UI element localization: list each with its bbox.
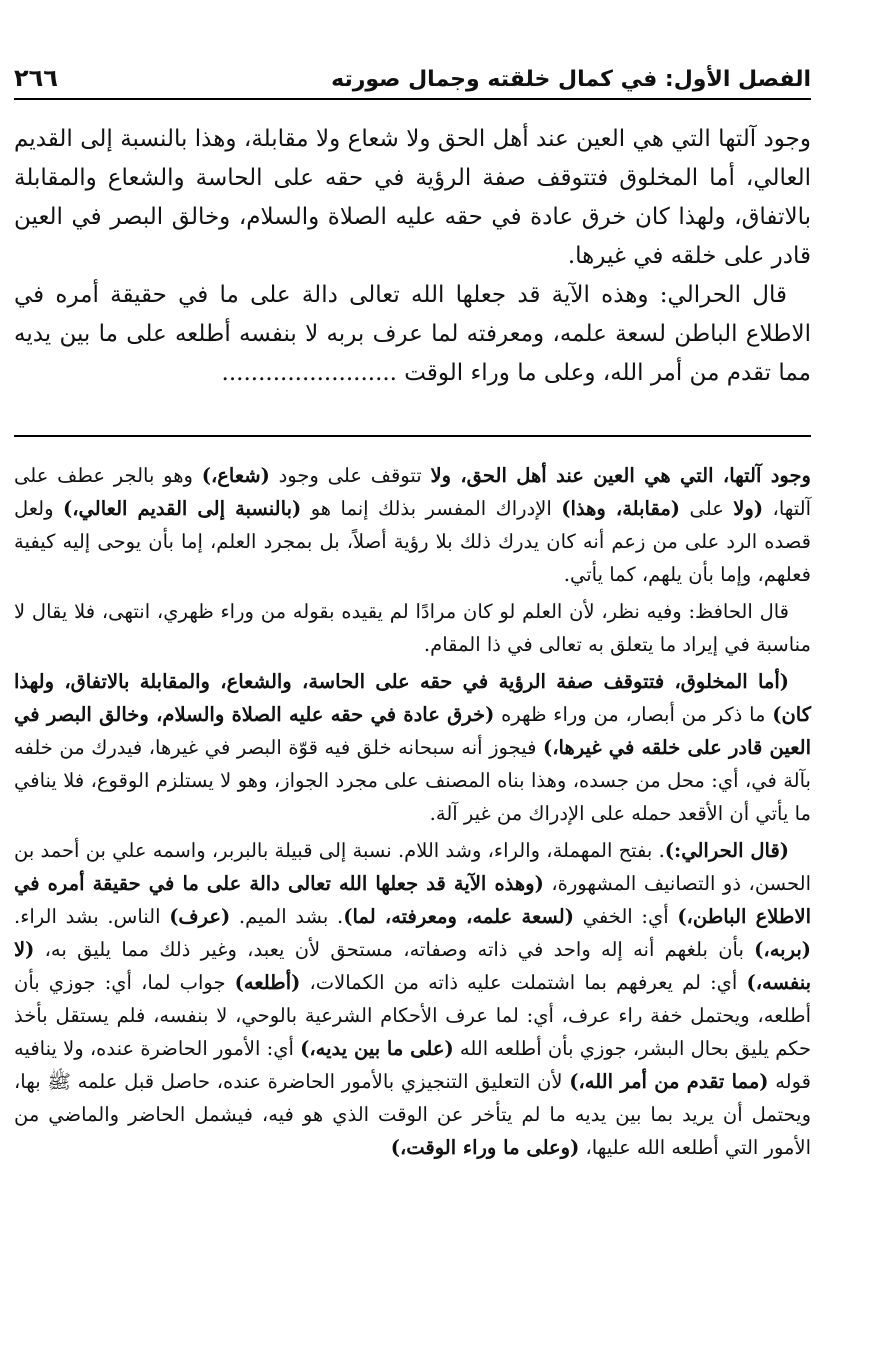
commentary-text: ما ذكر من أبصار، من وراء ظهره <box>494 703 773 726</box>
quoted-text: (خرق عادة في حقه عليه الصلاة والسلام، وخالق البصر في العين قادر على خلقه في غيرها،) <box>14 703 811 759</box>
quoted-text: (على ما بين يديه،) <box>300 1037 454 1060</box>
commentary-text: أي: الأمور الحاضرة عنده، ولا ينافيه قوله <box>14 1037 812 1093</box>
commentary-paragraph <box>14 665 811 830</box>
main-text <box>14 120 811 393</box>
commentary-paragraph <box>14 834 811 1164</box>
commentary-text: تتوقف على وجود <box>269 464 431 487</box>
commentary-text: لأن التعليق التنجيزي بالأمور الحاضرة عنده، حاصل قبل علمه ﷺ بها، ويحتمل أن يريد بما بين يديه ما لم يتأخر عن الوقت الذي هو فيه، فيشمل الحاضر والماضي من الأمور التي أطلعه الله عليها، <box>14 1070 811 1159</box>
quoted-text: (ولا <box>733 497 764 520</box>
quoted-text: وجود آلتها، التي هي العين عند أهل الحق، ولا <box>430 464 811 487</box>
quoted-text: (أطلعه) <box>234 971 301 994</box>
quoted-text: (لا بنفسه،) <box>14 938 812 994</box>
quoted-text: (شعاع،) <box>201 464 270 487</box>
commentary-text: وهو بالجر عطف على آلتها، <box>14 464 811 520</box>
commentary-text: فيجوز أنه سبحانه خلق فيه قوّة البصر في غيرها، فيدرك من خلفه بآلة في، أي: محل من جسده، وهذا بناه المصنف على مجرد الجواز، وهو لا يستلزم الوقوع، فلا ينافي ما يأتي أن الأقعد حمله على الإدراك من غير آلة. <box>14 736 811 825</box>
page-number: ٢٦٦ <box>14 64 58 92</box>
commentary-text: بأن بلغهم أنه إله واحد في ذاته وصفاته، مستحق لأن يعبد، وغير ذلك مما يليق به، <box>34 938 755 961</box>
quoted-text: (قال الحرالي:) <box>664 839 789 862</box>
commentary-text: على <box>680 497 734 520</box>
quoted-text: (بالنسبة إلى القديم العالي،) <box>63 497 302 520</box>
commentary <box>14 459 811 1164</box>
quoted-text: (وعلى ما وراء الوقت،) <box>390 1136 580 1159</box>
commentary-text: أي: الخفي <box>573 905 678 928</box>
quoted-text: (أما المخلوق، فتتوقف صفة الرؤية في حقه على الحاسة، والشعاع، والمقابلة بالاتفاق، ولهذا كان) <box>14 670 811 726</box>
quoted-text: (لسعة علمه، ومعرفته، لما) <box>343 905 574 928</box>
commentary-text: أي: لم يعرفهم بما اشتملت عليه ذاته من الكمالات، <box>300 971 747 994</box>
commentary-paragraph <box>14 459 811 591</box>
commentary-paragraph: قال الحافظ: وفيه نظر، لأن العلم لو كان مرادًا لم يقيده بقوله من وراء ظهري، انتهى، فلا يقال لا مناسبة في إيراد ما يتعلق به تعالى في ذا المقام. <box>14 600 811 656</box>
commentary-text: الإدراك المفسر بذلك إنما هو <box>301 497 562 520</box>
quoted-text: (عرف) <box>169 905 231 928</box>
commentary-text: الناس. بشد الراء. <box>14 905 170 928</box>
separator-line <box>14 435 811 437</box>
commentary-text: . بفتح المهملة، والراء، وشد اللام. نسبة إلى قبيلة بالبربر، واسمه علي بن أحمد بن الحسن، ذو التصانيف المشهورة، <box>14 839 812 895</box>
commentary-text: . بشد الميم. <box>230 905 344 928</box>
chapter-title: الفصل الأول: في كمال خلقته وجمال صورته <box>331 67 811 92</box>
commentary-text: ولعل قصده الرد على من زعم أنه كان يدرك ذلك بلا رؤية أصلاً، بل بمجرد العلم، إما بأن يوحى إليه كيفية فعلهم، وإما بأن يلهم، كما يأتي. <box>14 497 811 586</box>
page-header <box>14 48 811 100</box>
quoted-text: (بربه،) <box>754 938 811 961</box>
main-text-paragraph: وجود آلتها التي هي العين عند أهل الحق ولا شعاع ولا مقابلة، وهذا بالنسبة إلى القديم العالي، أما المخلوق فتتوقف صفة الرؤية في حقه على الحاسة والشعاع والمقابلة بالاتفاق، ولهذا كان خرق عادة في حقه عليه الصلاة والسلام، وخالق البصر في العين قادر على خلقه في غيرها. <box>14 126 811 269</box>
quoted-text: (مقابلة، وهذا) <box>561 497 681 520</box>
quoted-text: (وهذه الآية قد جعلها الله تعالى دالة على ما في حقيقة أمره في الاطلاع الباطن،) <box>14 872 811 928</box>
commentary-text: جواب لما، أي: جوزي بأن أطلعه، ويحتمل خفة راء عرف، أي: لما عرف الأحكام الشرعية بالوحي، لا بنفسه، فلم يستقل بأخذ حكم يليق بحال البشر، جوزي بأن أطلعه الله <box>14 971 812 1060</box>
main-text-paragraph: قال الحرالي: وهذه الآية قد جعلها الله تعالى دالة على ما في حقيقة أمره في الاطلاع الباطن لسعة علمه، ومعرفته لما عرف بربه لا بنفسه أطلعه على ما بين يديه مما تقدم من أمر الله، وعلى ما وراء الوقت ........................ <box>14 282 811 386</box>
quoted-text: (مما تقدم من أمر الله،) <box>569 1070 769 1093</box>
